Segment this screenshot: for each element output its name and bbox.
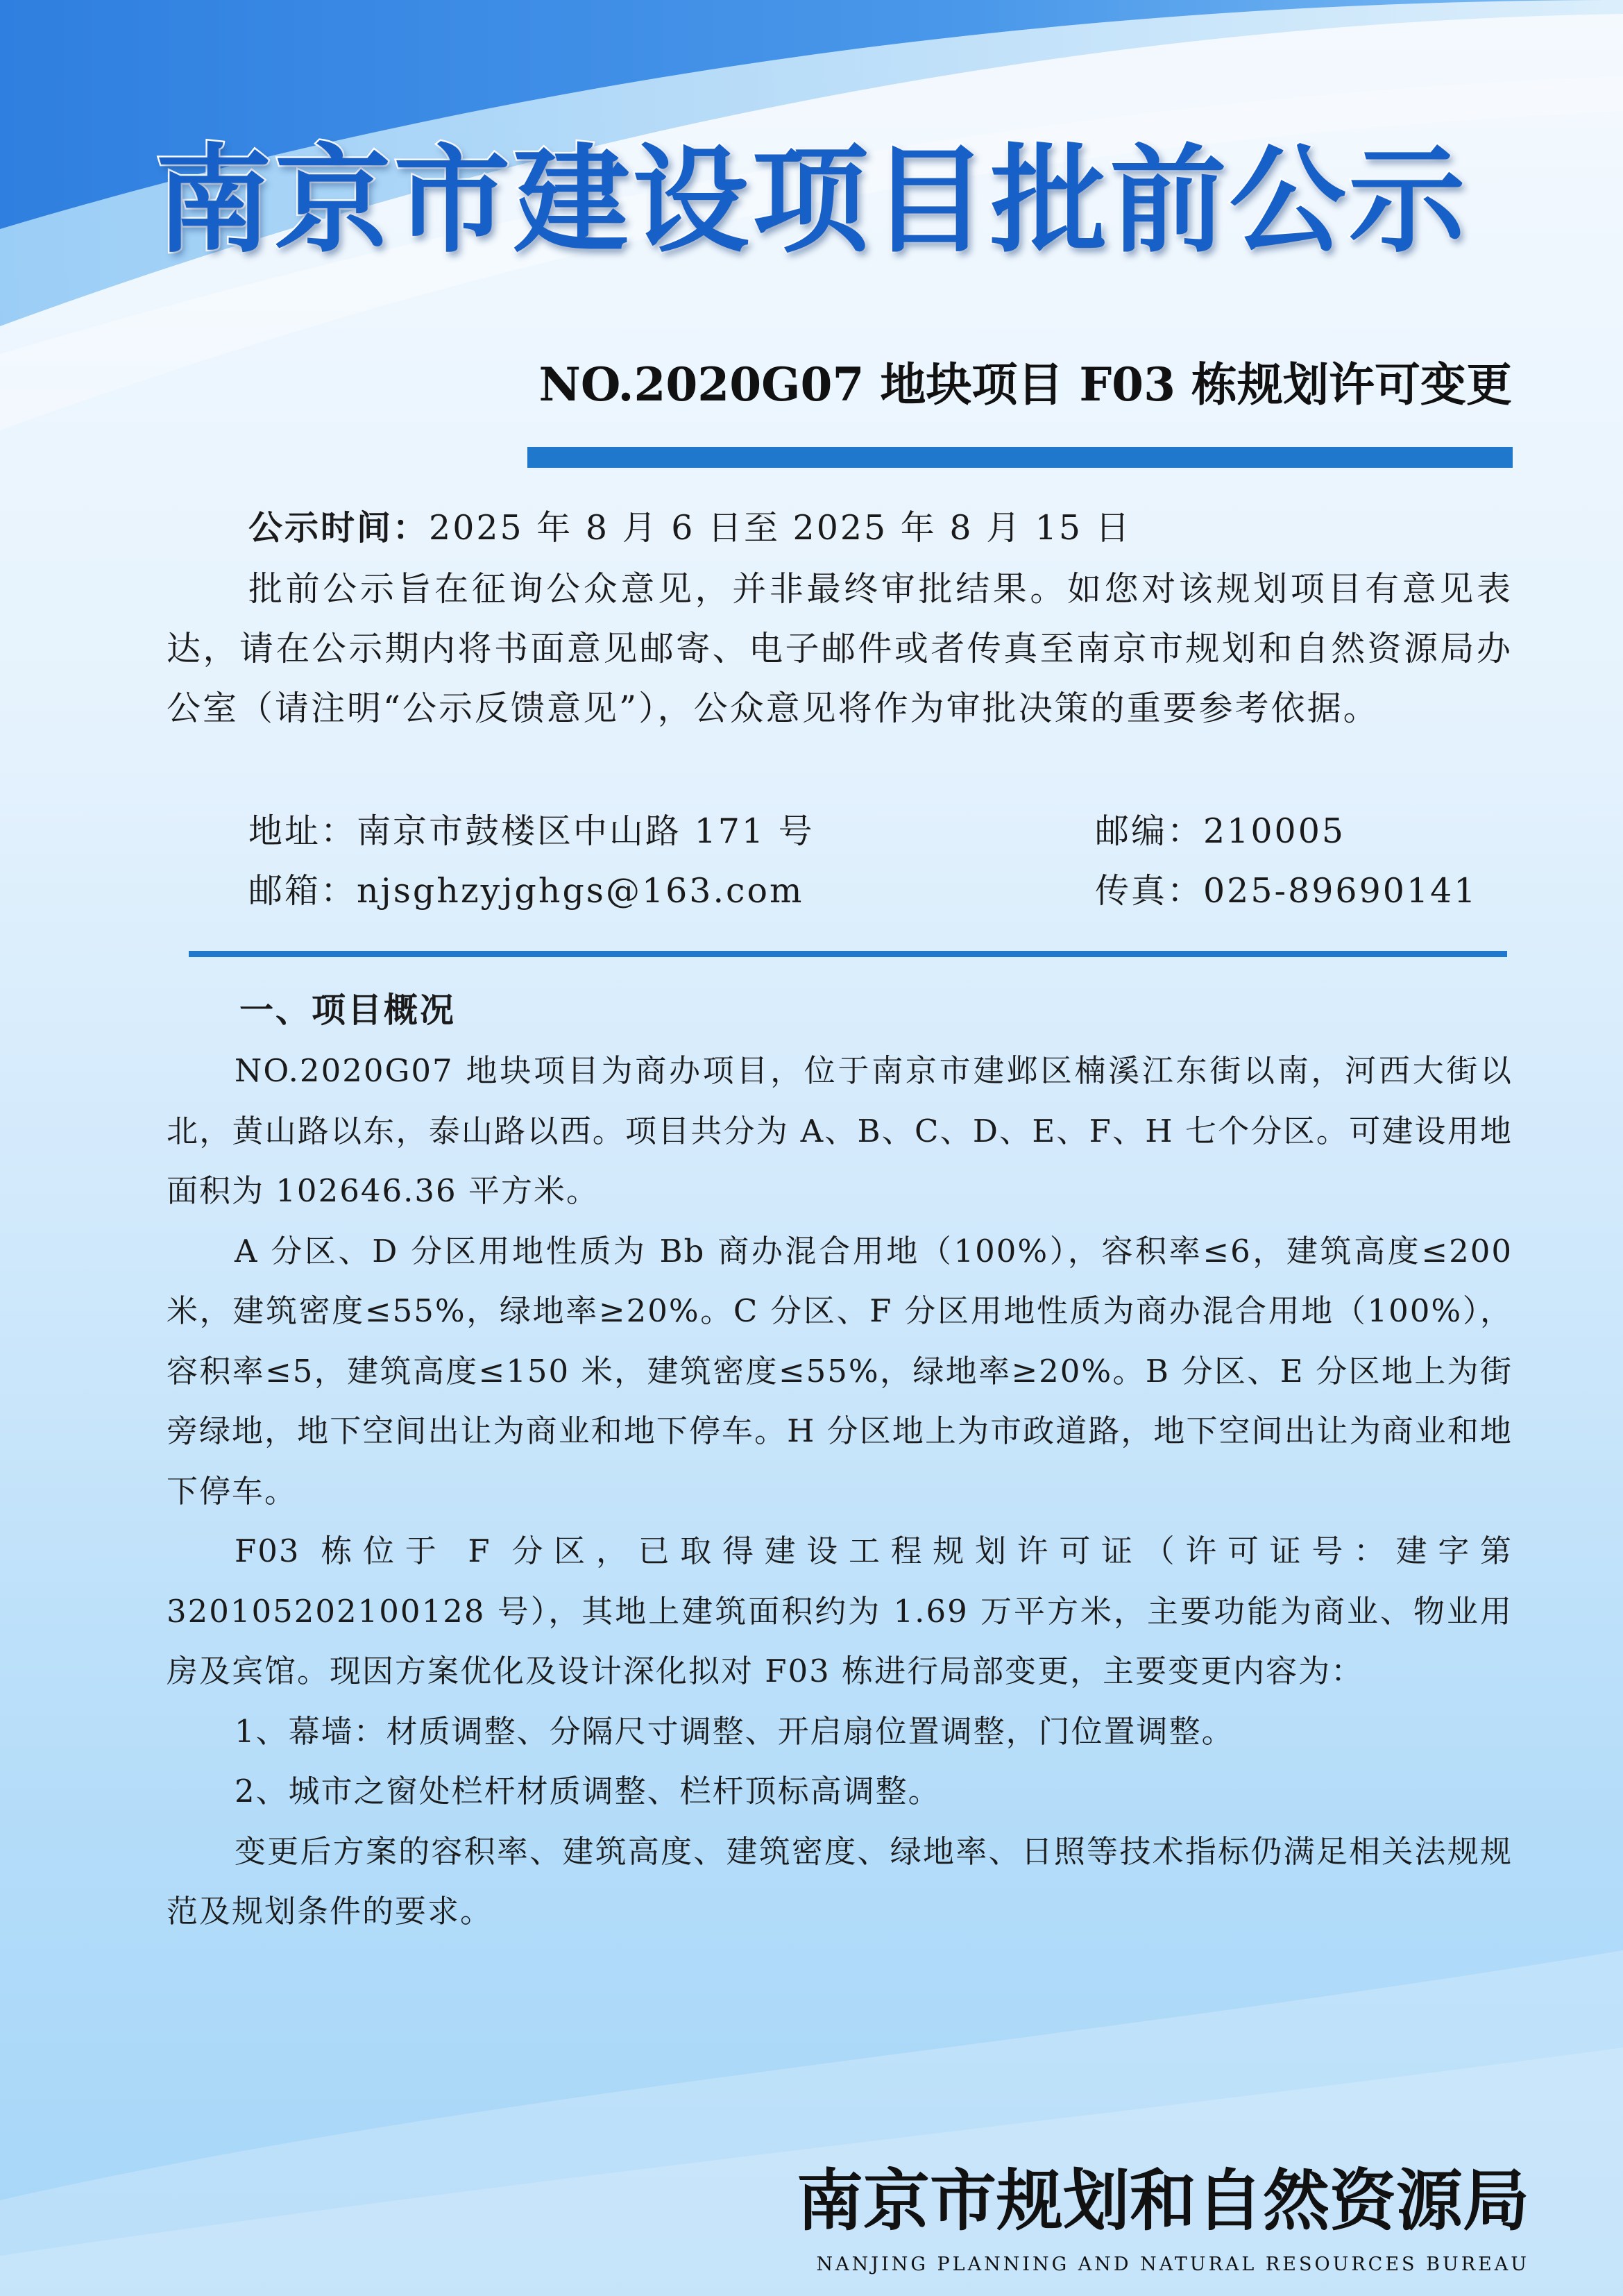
notice-time-line (167, 498, 1513, 558)
main-title: 南京市建设项目批前公示 (155, 133, 1468, 269)
project-subtitle: NO.2020G07 地块项目 F03 栋规划许可变更 (538, 357, 1512, 412)
contact-address: 地址：南京市鼓楼区中山路 171 号 (248, 811, 815, 851)
contact-postcode: 邮编：210005 (1095, 811, 1346, 851)
overview-paragraph: F03 栋位于 F 分区，已取得建设工程规划许可证（许可证号：建字第 320105202100128 号），其地上建筑面积约为 1.69 万平方米，主要功能为商业、物业用房及宾馆。现因方案优化及设计深化拟对 F03 栋进行局部变更，主要变更内容为： (167, 1533, 1513, 1689)
overview-paragraph: 变更后方案的容积率、建筑高度、建筑密度、绿地率、日照等技术指标仍满足相关法规规范及规划条件的要求。 (167, 1832, 1513, 1930)
contact-email: 邮箱：njsghzyjghgs@163.com (248, 871, 804, 911)
section-divider (189, 951, 1507, 957)
notice-intro: 批前公示旨在征询公众意见，并非最终审批结果。如您对该规划项目有意见表达，请在公示期内将书面意见邮寄、电子邮件或者传真至南京市规划和自然资源局办公室（请注明“公示反馈意见”），公众意见将作为审批决策的重要参考依据。 (167, 569, 1513, 728)
notice-time-label: 公示时间： (248, 508, 430, 548)
footer-org-english: NANJING PLANNING AND NATURAL RESOURCES BUREAU (816, 2254, 1529, 2275)
change-item: 2、城市之窗处栏杆材质调整、栏杆顶标高调整。 (235, 1773, 941, 1809)
overview-paragraph: A 分区、D 分区用地性质为 Bb 商办混合用地（100%），容积率≤6，建筑高度≤200 米，建筑密度≤55%，绿地率≥20%。C 分区、F 分区用地性质为商办混合用地（100%），容积率≤5，建筑高度≤150 米，建筑密度≤55%，绿地率≥20%。B 分区、E 分区地上为街旁绿地，地下空间出让为商业和地下停车。H 分区地上为市政道路，地下空间出让为商业和地下停车。 (167, 1232, 1513, 1510)
subtitle-underline-bar (527, 447, 1513, 468)
section-heading-overview: 一、项目概况 (239, 990, 457, 1030)
contact-fax: 传真：025-89690141 (1095, 871, 1478, 911)
notice-time-value: 2025 年 8 月 6 日至 2025 年 8 月 15 日 (429, 508, 1132, 548)
footer-org-name: 南京市规划和自然资源局 (797, 2161, 1529, 2240)
change-item: 1、幕墙：材质调整、分隔尺寸调整、开启扇位置调整，门位置调整。 (235, 1712, 1234, 1750)
overview-paragraph: NO.2020G07 地块项目为商办项目，位于南京市建邺区楠溪江东街以南，河西大街以北，黄山路以东，泰山路以西。项目共分为 A、B、C、D、E、F、H 七个分区。可建设用地面积为 102646.36 平方米。 (167, 1052, 1513, 1209)
overview-body (167, 1041, 1513, 1942)
